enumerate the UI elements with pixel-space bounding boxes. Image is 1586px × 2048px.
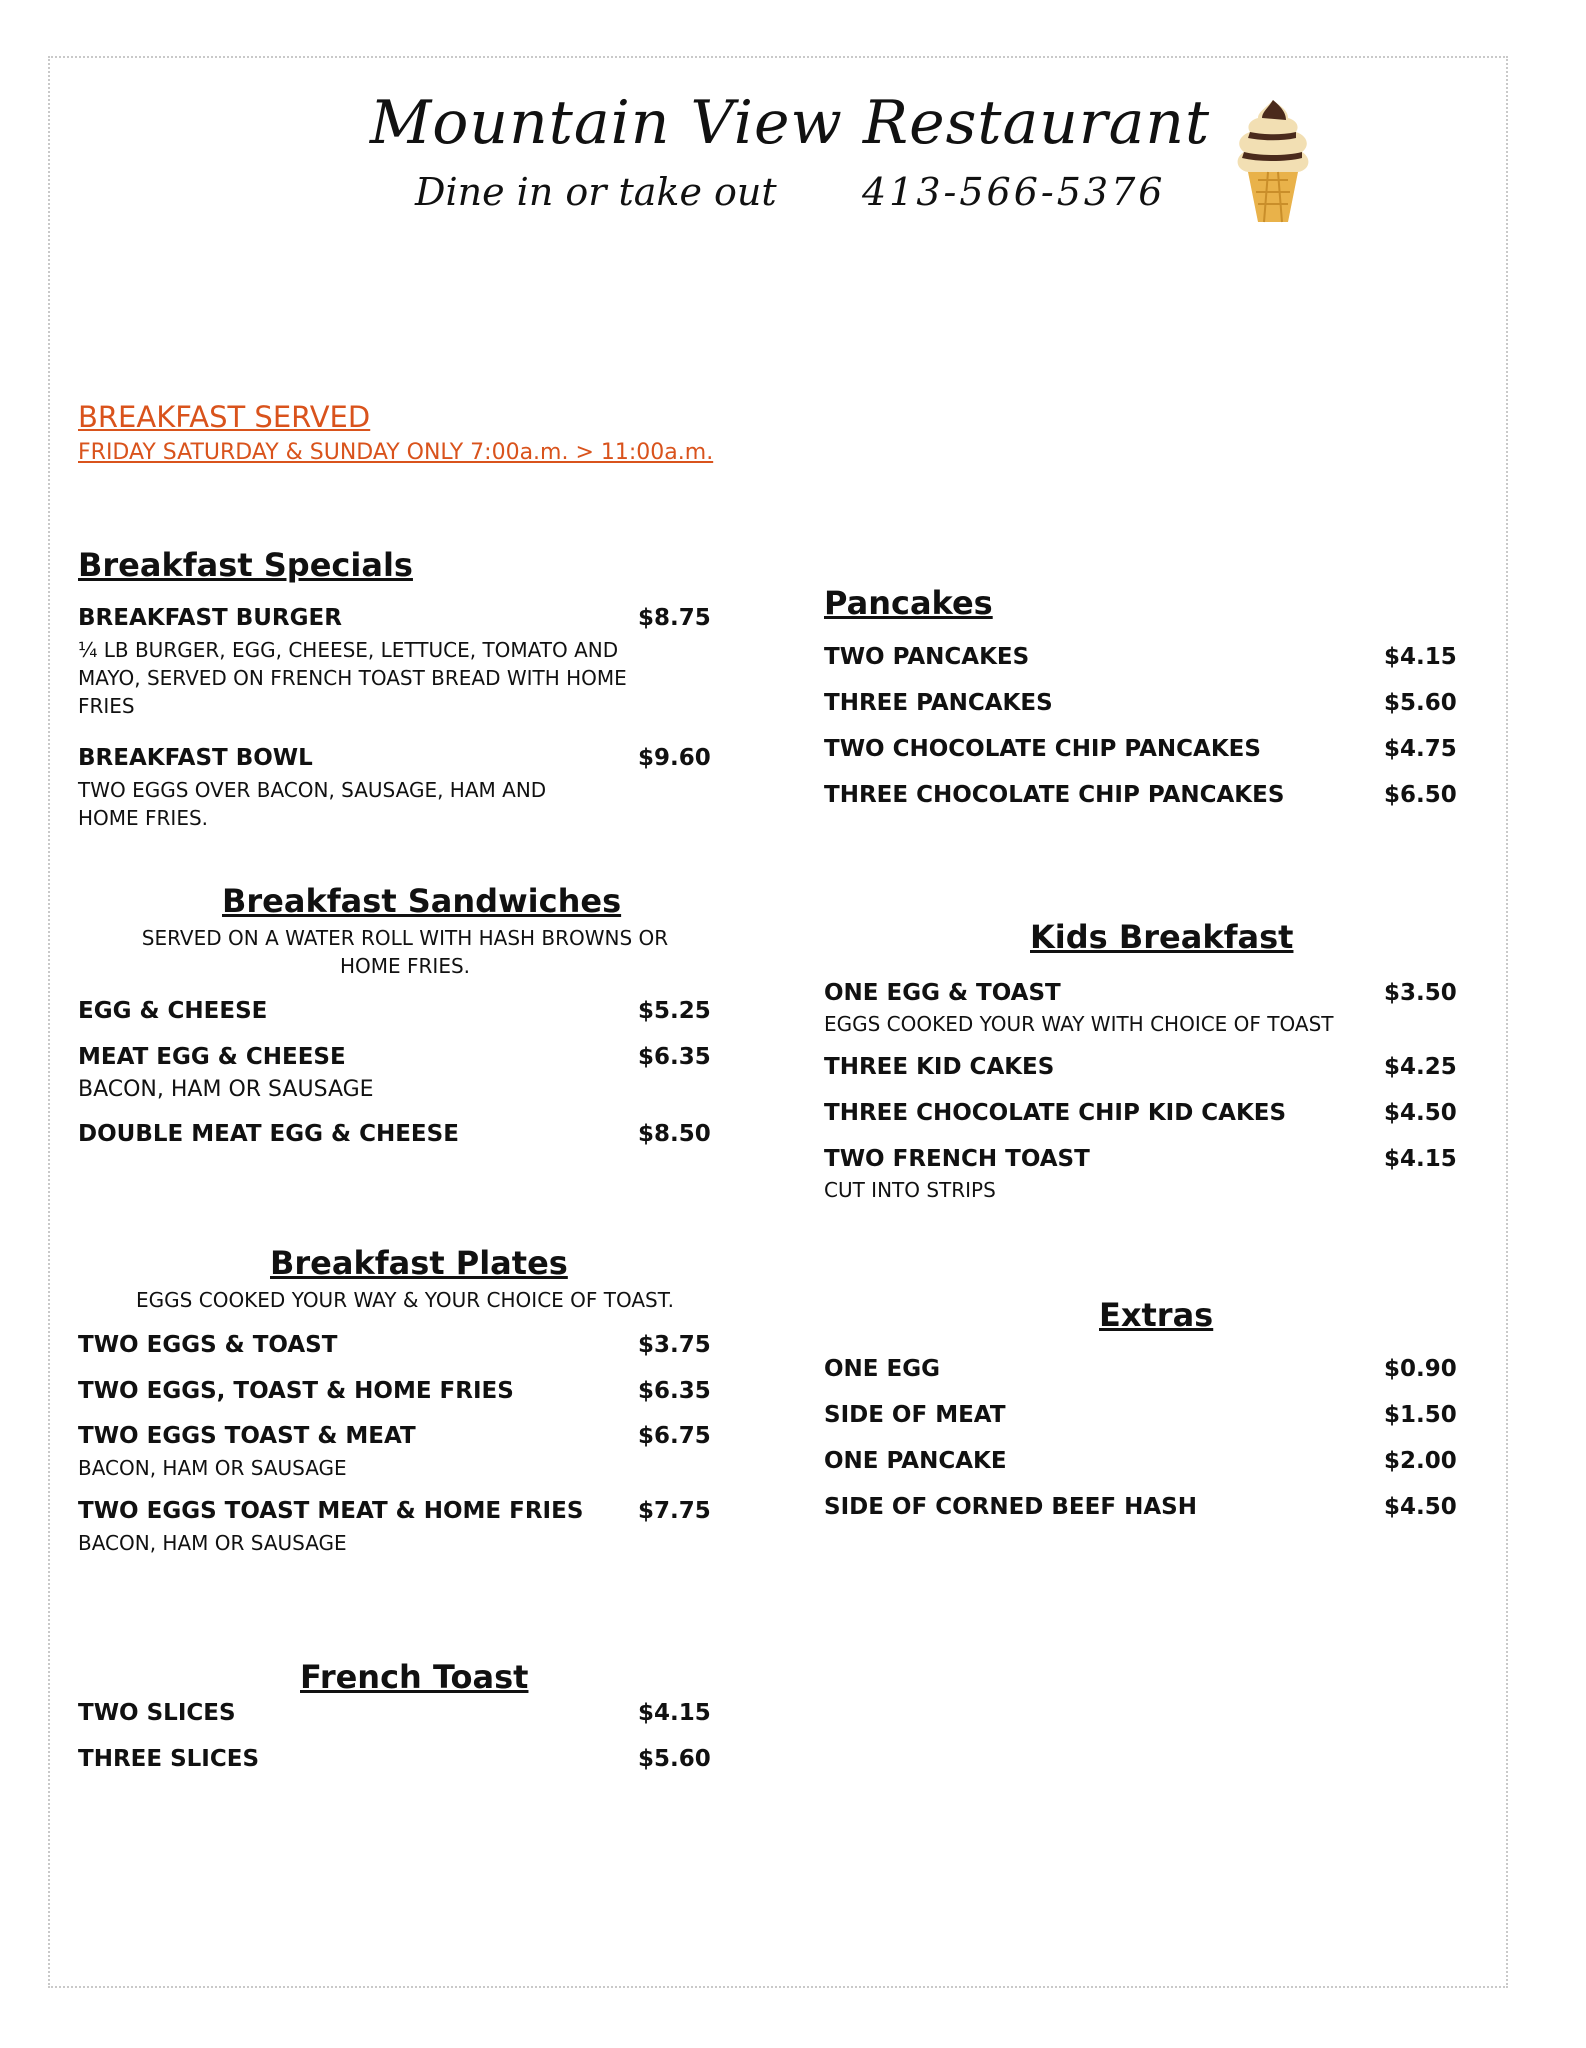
menu-item-description: TWO EGGS OVER BACON, SAUSAGE, HAM AND HOME FRIES. xyxy=(78,778,547,830)
menu-item-name: TWO EGGS, TOAST & HOME FRIES xyxy=(78,1378,514,1404)
extras-heading: Extras xyxy=(1099,1296,1214,1334)
menu-item-name: BREAKFAST BOWL xyxy=(78,745,313,771)
menu-item-name: TWO EGGS TOAST MEAT & HOME FRIES xyxy=(78,1498,584,1524)
soft-serve-cone-icon xyxy=(1228,98,1318,226)
menu-item-price: $4.15 xyxy=(638,1700,711,1726)
menu-item-price: $8.75 xyxy=(638,605,711,631)
menu-item-price: $6.50 xyxy=(1384,782,1457,808)
menu-item-name: THREE SLICES xyxy=(78,1746,260,1772)
menu-item-price: $4.25 xyxy=(1384,1054,1457,1080)
menu-item-price: $1.50 xyxy=(1384,1402,1457,1428)
menu-item-price: $6.35 xyxy=(638,1044,711,1070)
menu-item-description: BACON, HAM OR SAUSAGE xyxy=(78,1456,347,1480)
menu-item-name: DOUBLE MEAT EGG & CHEESE xyxy=(78,1121,459,1147)
menu-item-name: THREE PANCAKES xyxy=(824,690,1053,716)
plates-heading: Breakfast Plates xyxy=(270,1244,568,1282)
phone-number: 413-566-5376 xyxy=(862,170,1166,214)
sandwiches-heading: Breakfast Sandwiches xyxy=(222,882,622,920)
menu-item-name: ONE PANCAKE xyxy=(824,1448,1007,1474)
menu-item-price: $6.35 xyxy=(638,1378,711,1404)
kids-heading: Kids Breakfast xyxy=(1030,918,1294,956)
specials-heading: Breakfast Specials xyxy=(78,546,413,584)
menu-item-name: THREE CHOCOLATE CHIP KID CAKES xyxy=(824,1100,1287,1126)
menu-item-name: BREAKFAST BURGER xyxy=(78,605,342,631)
french-toast-heading: French Toast xyxy=(300,1658,529,1696)
menu-item-price: $5.25 xyxy=(638,998,711,1024)
menu-item-name: ONE EGG xyxy=(824,1356,940,1382)
menu-item-price: $4.15 xyxy=(1384,644,1457,670)
menu-item-name: SIDE OF CORNED BEEF HASH xyxy=(824,1494,1197,1520)
menu-item-price: $9.60 xyxy=(638,745,711,771)
menu-item-price: $8.50 xyxy=(638,1121,711,1147)
menu-item-price: $7.75 xyxy=(638,1498,711,1524)
restaurant-title: Mountain View Restaurant xyxy=(369,88,1211,158)
menu-item-price: $4.50 xyxy=(1384,1494,1457,1520)
pancakes-heading: Pancakes xyxy=(824,584,993,622)
menu-item-description: ¼ LB BURGER, EGG, CHEESE, LETTUCE, TOMATO AND MAYO, SERVED ON FRENCH TOAST BREAD WITH HOME FRIES xyxy=(78,638,627,718)
menu-item-description: BACON, HAM OR SAUSAGE xyxy=(78,1531,347,1555)
menu-item-name: TWO EGGS & TOAST xyxy=(78,1332,338,1358)
menu-item-name: SIDE OF MEAT xyxy=(824,1402,1006,1428)
menu-item-name: TWO CHOCOLATE CHIP PANCAKES xyxy=(824,736,1261,762)
menu-item-name: MEAT EGG & CHEESE xyxy=(78,1044,346,1070)
menu-item-price: $3.75 xyxy=(638,1332,711,1358)
menu-item-price: $4.75 xyxy=(1384,736,1457,762)
sandwiches-note: SERVED ON A WATER ROLL WITH HASH BROWNS OR HOME FRIES. xyxy=(141,926,669,978)
menu-item-name: THREE CHOCOLATE CHIP PANCAKES xyxy=(824,782,1285,808)
breakfast-served-title: BREAKFAST SERVED xyxy=(78,400,371,434)
menu-item-price: $2.00 xyxy=(1384,1448,1457,1474)
menu-item-price: $4.15 xyxy=(1384,1146,1457,1172)
menu-item-price: $5.60 xyxy=(638,1746,711,1772)
menu-item-name: TWO EGGS TOAST & MEAT xyxy=(78,1423,416,1449)
menu-item-name: TWO FRENCH TOAST xyxy=(824,1146,1090,1172)
menu-item-description: EGGS COOKED YOUR WAY WITH CHOICE OF TOAST xyxy=(824,1012,1334,1036)
menu-item-description: CUT INTO STRIPS xyxy=(824,1178,996,1202)
menu-item-price: $0.90 xyxy=(1384,1356,1457,1382)
menu-item-name: TWO PANCAKES xyxy=(824,644,1030,670)
menu-item-price: $3.50 xyxy=(1384,980,1457,1006)
breakfast-served-days: FRIDAY SATURDAY & SUNDAY ONLY 7:00a.m. > 11:00a.m. xyxy=(78,440,714,465)
menu-item-price: $6.75 xyxy=(638,1423,711,1449)
menu-item-price: $4.50 xyxy=(1384,1100,1457,1126)
tagline: Dine in or take out xyxy=(415,170,777,214)
menu-item-price: $5.60 xyxy=(1384,690,1457,716)
menu-item-name: ONE EGG & TOAST xyxy=(824,980,1061,1006)
menu-item-name: THREE KID CAKES xyxy=(824,1054,1055,1080)
plates-note: EGGS COOKED YOUR WAY & YOUR CHOICE OF TOAST. xyxy=(136,1288,674,1312)
menu-item-description: BACON, HAM OR SAUSAGE xyxy=(78,1077,374,1102)
menu-item-name: TWO SLICES xyxy=(78,1700,236,1726)
menu-item-name: EGG & CHEESE xyxy=(78,998,268,1024)
